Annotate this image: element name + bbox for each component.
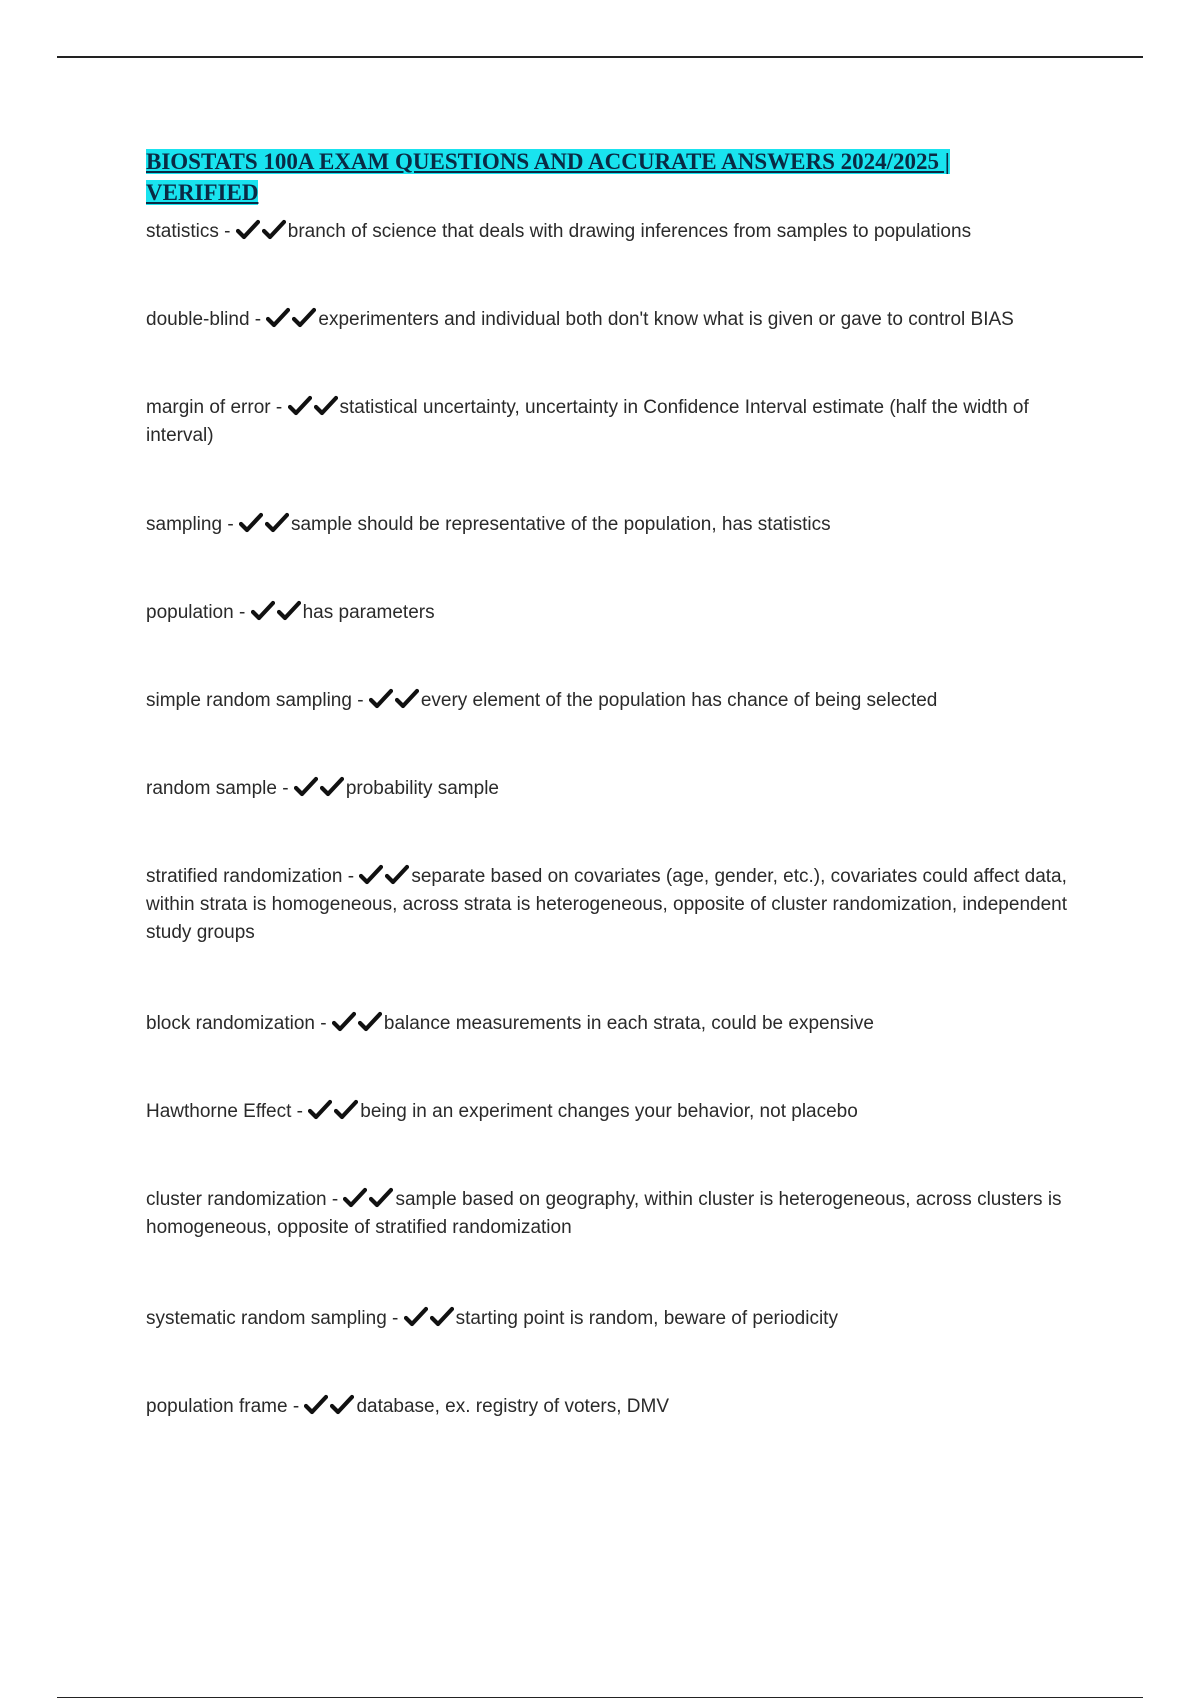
entry-separator: - (291, 1101, 309, 1122)
entry-term: block randomization (146, 1013, 315, 1034)
entry-item (146, 863, 1096, 947)
entry-term: margin of error (146, 397, 271, 418)
entry-term: double-blind (146, 309, 250, 330)
entry-item (146, 1305, 1096, 1333)
entry-definition: has parameters (302, 602, 435, 623)
entry-definition: sample should be representative of the population, has statistics (290, 514, 831, 535)
check-mark-icon (343, 1187, 367, 1209)
check-mark-icon (385, 864, 409, 886)
entry-separator: - (314, 1013, 332, 1034)
check-mark-icon (265, 512, 289, 534)
entry-definition: sample based on geography, within cluster is heterogeneous, across clusters is homogeneous, opposite of stratified randomization (146, 1189, 1062, 1238)
entry-definition: database, ex. registry of voters, DMV (356, 1396, 670, 1417)
entry-item (146, 394, 1096, 450)
check-mark-icon (239, 512, 263, 534)
check-mark-icon (334, 1099, 358, 1121)
entry-separator: - (386, 1308, 404, 1329)
check-mark-icon (395, 688, 419, 710)
check-mark-icon (262, 219, 286, 241)
entry-separator: - (270, 397, 288, 418)
check-mark-icon (266, 307, 290, 329)
entry-term: simple random sampling (146, 690, 352, 711)
entry-item (146, 1393, 1096, 1421)
check-mark-icon (288, 395, 312, 417)
entry-separator: - (287, 1396, 305, 1417)
check-mark-icon (369, 1187, 393, 1209)
check-mark-icon (314, 395, 338, 417)
entry-item (146, 775, 1096, 803)
check-mark-icon (277, 600, 301, 622)
check-mark-icon (308, 1099, 332, 1121)
entry-separator: - (351, 690, 369, 711)
entry-definition: being in an experiment changes your behavior, not placebo (360, 1101, 858, 1122)
entry-separator: - (276, 778, 294, 799)
entry-item (146, 306, 1096, 334)
bottom-rule (57, 1697, 1143, 1698)
entry-separator: - (233, 602, 251, 623)
entry-definition: every element of the population has chance of being selected (420, 690, 938, 711)
entry-item (146, 511, 1096, 539)
title-block (146, 146, 1006, 208)
entry-definition: balance measurements in each strata, could be expensive (383, 1013, 874, 1034)
entry-term: cluster randomization (146, 1189, 327, 1210)
entry-definition: probability sample (345, 778, 499, 799)
check-mark-icon (369, 688, 393, 710)
document-title: BIOSTATS 100A EXAM QUESTIONS AND ACCURATE ANSWERS 2024/2025 | VERIFIED (146, 149, 950, 205)
entry-term: stratified randomization (146, 866, 343, 887)
check-mark-icon (330, 1394, 354, 1416)
check-mark-icon (404, 1306, 428, 1328)
entry-separator: - (326, 1189, 344, 1210)
entry-definition: separate based on covariates (age, gender, etc.), covariates could affect data, within strata is homogeneous, across strata is heterogeneous, opposite of cluster randomization, independent study groups (146, 866, 1067, 943)
entry-term: systematic random sampling (146, 1308, 387, 1329)
entry-separator: - (342, 866, 360, 887)
check-mark-icon (359, 864, 383, 886)
check-mark-icon (251, 600, 275, 622)
entry-item (146, 1186, 1096, 1242)
check-mark-icon (332, 1011, 356, 1033)
entry-definition: experimenters and individual both don't know what is given or gave to control BIAS (318, 309, 1014, 330)
entry-item (146, 1098, 1096, 1126)
entry-separator: - (222, 514, 239, 535)
check-mark-icon (430, 1306, 454, 1328)
check-mark-icon (320, 776, 344, 798)
entry-item (146, 599, 1096, 627)
entry-term: random sample (146, 778, 277, 799)
entry-separator: - (249, 309, 267, 330)
entry-term: statistics (146, 221, 219, 242)
entry-definition: starting point is random, beware of periodicity (455, 1308, 838, 1329)
check-mark-icon (304, 1394, 328, 1416)
entry-separator: - (218, 221, 236, 242)
entry-definition: statistical uncertainty, uncertainty in Confidence Interval estimate (half the width of interval) (146, 397, 1029, 446)
top-rule (57, 56, 1143, 58)
entry-term: population (146, 602, 234, 623)
entry-item (146, 687, 1096, 715)
entry-definition: branch of science that deals with drawing inferences from samples to populations (287, 221, 972, 242)
entry-term: Hawthorne Effect (146, 1101, 292, 1122)
entry-item (146, 1010, 1096, 1038)
document-body (146, 146, 1096, 1417)
entry-item (146, 218, 1096, 246)
entry-term: sampling (146, 514, 223, 535)
check-mark-icon (358, 1011, 382, 1033)
entry-term: population frame (146, 1396, 288, 1417)
check-mark-icon (292, 307, 316, 329)
check-mark-icon (236, 219, 260, 241)
check-mark-icon (294, 776, 318, 798)
